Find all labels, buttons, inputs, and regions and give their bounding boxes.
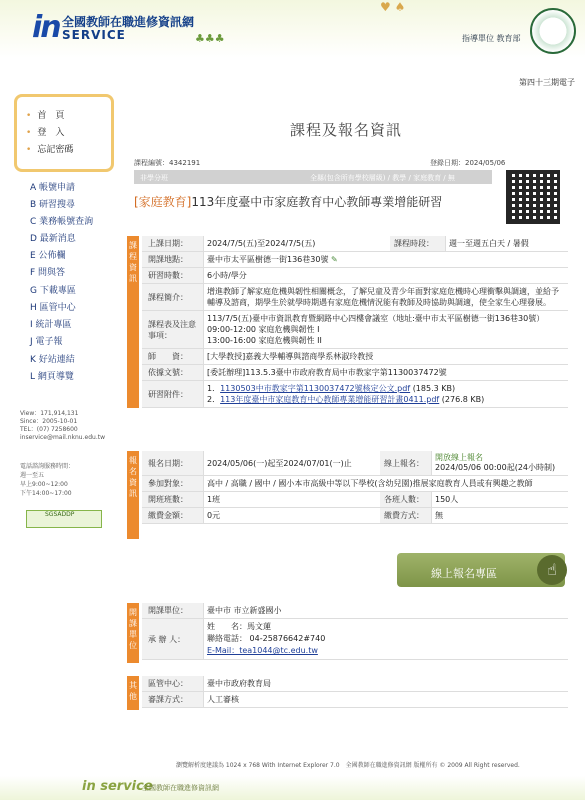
mgr-label: 區管中心： [142, 676, 204, 692]
qr-code-icon [506, 170, 560, 224]
section-label-course: 課程資訊 [127, 236, 139, 408]
attachment-link[interactable]: 1130503中市教家字第1130037472號核定公文.pdf [220, 384, 411, 393]
bullet-icon: • [26, 145, 32, 155]
period-value: 週一至週五白天 / 暑假 [446, 236, 569, 252]
date-label: 上課日期： [142, 236, 204, 252]
review-label: 審課方式： [142, 692, 204, 708]
pointer-hand-icon[interactable]: ☝ [537, 555, 567, 585]
online-label: 線上報名： [380, 451, 432, 476]
place-label: 開課地點： [142, 252, 204, 268]
sidebar-item-news[interactable]: D 最新消息 [30, 234, 76, 244]
sidebar-item-faq[interactable]: F 問與答 [30, 268, 66, 278]
sidebar-item-course-search[interactable]: B 研習搜尋 [30, 200, 76, 210]
unit-label: 開課單位： [142, 603, 204, 619]
attach-value: 1．1130503中市教家字第1130037472號核定公文.pdf (185.3 KB) 2．113年度臺中市家庭教育中心教師專業增能研習計畫0411.pdf (276.8 KB) [204, 381, 569, 408]
page-title: 課程及報名資訊 [290, 121, 403, 139]
place-value: 臺中市太平區樹德一街136巷30號 ✎ [204, 252, 569, 268]
person-value: 姓 名：馬文蓮 聯絡電話： 04-25876642#740 E-Mail：tea1044@tc.edu.tw [204, 619, 569, 660]
menu-home[interactable]: • 首 頁 [26, 111, 65, 121]
email-link[interactable]: E-Mail：tea1044@tc.edu.tw [207, 646, 318, 655]
course-tag: [家庭教育] [134, 195, 192, 209]
teacher-value: [大學教授]嘉義大學輔導與諮商學系林淑玲教授 [204, 349, 569, 365]
ministry-seal-icon [530, 8, 576, 54]
quota-label: 各班人數： [380, 492, 432, 508]
regdate-value: 2024/05/06(一)起至2024/07/01(一)止 [204, 451, 381, 476]
online-register-label[interactable]: 線上報名專區 [431, 567, 497, 580]
fee-label: 繳費金額： [142, 508, 204, 524]
doc-label: 依據文號： [142, 365, 204, 381]
course-category: 非學分班 [140, 174, 168, 182]
online-value: 開放線上報名 2024/05/06 00:00起(24小時制) [432, 451, 569, 476]
person-label: 承 辦 人： [142, 619, 204, 660]
course-audience: 全縣(包含所有學校層級) / 教學 / 家庭教育 / 無 [310, 174, 455, 182]
target-label: 參加對象： [142, 476, 204, 492]
sidebar-item-sitemap[interactable]: L 網頁導覽 [30, 372, 74, 382]
attachment-link[interactable]: 113年度臺中市家庭教育中心教師專業增能研習計畫0411.pdf [220, 395, 440, 404]
site-logo-in[interactable]: in [32, 10, 60, 45]
other-table [142, 676, 568, 708]
classes-value: 1班 [204, 492, 381, 508]
course-title: [家庭教育]113年度臺中市家庭教育中心教師專業增能研習 [134, 195, 443, 209]
site-logo-title[interactable]: 全國教師在職進修資訊網 [62, 15, 195, 29]
menu-forgot-password[interactable]: • 忘記密碼 [26, 145, 74, 155]
course-id: 課程編號：4342191 [134, 159, 201, 167]
menu-login[interactable]: • 登 入 [26, 128, 65, 138]
service-hours: 電話諮詢服務時間： 週一至五 早上9:00~12:00 下午14:00~17:00 [20, 463, 75, 497]
sprout-icon: ♣♣♣ [195, 32, 225, 45]
quota-value: 150人 [432, 492, 569, 508]
sidebar-item-region-center[interactable]: H 區管中心 [30, 303, 76, 313]
classes-label: 開班班數： [142, 492, 204, 508]
date-value: 2024/7/5(五)至2024/7/5(五) [204, 236, 391, 252]
sidebar-item-newsletter[interactable]: J 電子報 [30, 337, 63, 347]
footer-note: 瀏覽解析度建議為 1024 x 768 With Internet Explorer 7.0 全國教師在職進修資訊網 版權所有 © 2009 All Right reserved. [176, 762, 520, 769]
footer-logo: in service [82, 779, 153, 794]
bullet-icon: • [26, 111, 32, 121]
sidebar-item-account-apply[interactable]: A 帳號申請 [30, 183, 76, 193]
schedule-label: 課程表及注意事項： [142, 311, 204, 349]
hours-value: 6小時/學分 [204, 268, 569, 284]
site-logo-subtitle[interactable]: SERVICE [62, 28, 126, 42]
sidebar-item-account-query[interactable]: C 業務帳號查詢 [30, 217, 94, 227]
target-value: 高中 / 高職 / 國中 / 國小本市高級中等以下學校(含幼兒園)推展家庭教育人員或有興趣之教師 [204, 476, 569, 492]
mgr-value: 臺中市政府教育局 [204, 676, 569, 692]
footer-site-name: 全國教師在職進修資訊網 [142, 784, 219, 792]
review-value: 人工審核 [204, 692, 569, 708]
signup-info-table [142, 451, 568, 524]
contact-table [142, 603, 568, 660]
pay-value: 無 [432, 508, 569, 524]
attach-label: 研習附件： [142, 381, 204, 408]
sidebar-item-bulletin[interactable]: E 公佈欄 [30, 251, 66, 261]
intro-value: 增進教師了解家庭危機與韌性相關概念，了解兒童及青少年面對家庭危機時心理衝擊與調適，並給予輔導及諮商，期學生於就學時期遇有家庭危機情況能有教師及時協助與調適，使全家生心理發展。 [204, 284, 569, 311]
schedule-value: 113/7/5(五)臺中市資訊教育暨網路中心四樓會議室（地址:臺中市太平區樹德一街136巷30號） 09:00-12:00 家庭危機與韌性 I 13:00-16:00 家庭危機與韌性 II [204, 311, 569, 349]
teacher-label: 師 資： [142, 349, 204, 365]
balloon-icon: ♥ ♠ [380, 0, 406, 14]
regdate-label: 報名日期： [142, 451, 204, 476]
pay-label: 繳費方式： [380, 508, 432, 524]
section-label-contact: 開課單位 [127, 603, 139, 663]
post-date: 登錄日期：2024/05/06 [430, 159, 506, 167]
course-info-table [142, 236, 568, 408]
hours-label: 研習時數： [142, 268, 204, 284]
doc-value: [委託辦理]113.5.3臺中市政府教育局中市教家字第1130037472號 [204, 365, 569, 381]
sgsaddp-badge[interactable]: SGSADDP [26, 510, 102, 528]
intro-label: 課程簡介： [142, 284, 204, 311]
org-label: 指導單位 教育部 [462, 34, 521, 43]
section-label-other: 其他 [127, 676, 139, 710]
fee-value: 0元 [204, 508, 381, 524]
map-icon[interactable]: ✎ [331, 255, 338, 264]
site-stats: View：171,914,131 Since：2005-10-01 TEL：(07) 7258600 inservice@mail.nknu.edu.tw [20, 410, 105, 441]
sidebar-item-statistics[interactable]: I 統計專區 [30, 320, 72, 330]
issue-label: 第四十三期電子 [519, 78, 575, 87]
sidebar-item-links[interactable]: K 好站連結 [30, 355, 75, 365]
sidebar-item-download[interactable]: G 下載專區 [30, 286, 76, 296]
bullet-icon: • [26, 128, 32, 138]
section-label-signup: 報名資訊 [127, 451, 139, 539]
unit-value: 臺中市 市立新盛國小 [204, 603, 569, 619]
period-label: 課程時段： [390, 236, 446, 252]
